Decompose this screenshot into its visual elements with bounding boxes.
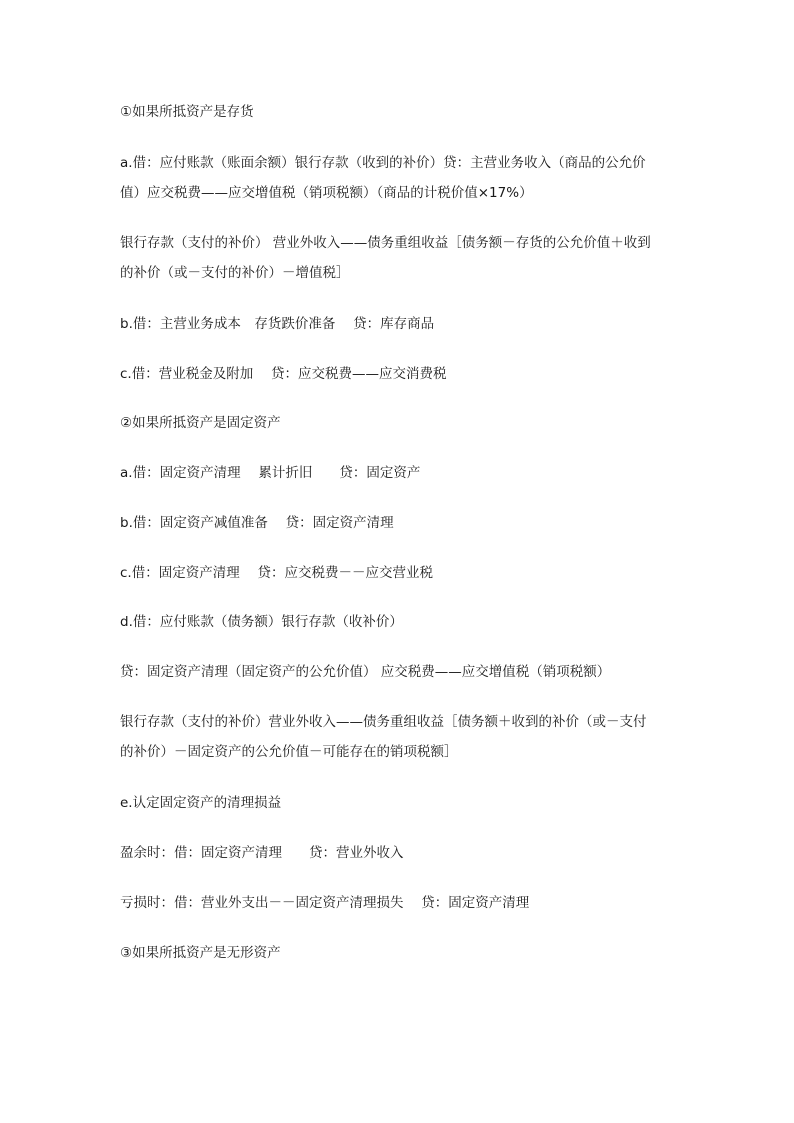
paragraph-bank-deposit-fixed	[120, 707, 680, 767]
text-line: 贷：固定资产清理（固定资产的公允价值） 应交税费——应交增值税（销项税额）	[120, 664, 611, 680]
text-line: 银行存款（支付的补价）营业外收入——债务重组收益［债务额＋收到的补价（或－支付	[120, 714, 647, 730]
text-line: a.借：应付账款（账面余额）银行存款（收到的补价）贷：主营业务收入（商品的公允价	[120, 155, 646, 171]
text-line: d.借：应付账款（债务额）银行存款（收补价）	[120, 614, 403, 630]
paragraph-entry-a-inventory	[120, 148, 680, 208]
text-line: 银行存款（支付的补价） 营业外收入——债务重组收益［债务额－存货的公允价值＋收到	[120, 235, 651, 251]
paragraph-entry-d-fixed	[120, 607, 680, 637]
heading-fixed-assets	[120, 408, 680, 438]
text-line: 盈余时：借：固定资产清理 贷：营业外收入	[120, 845, 404, 861]
text-line: 的补价）－固定资产的公允价值－可能存在的销项税额］	[120, 744, 458, 760]
paragraph-bank-deposit-inventory	[120, 228, 680, 288]
paragraph-entry-b-inventory	[120, 309, 680, 339]
heading-inventory	[120, 97, 680, 127]
text-line: a.借：固定资产清理 累计折旧 贷：固定资产	[120, 465, 421, 481]
paragraph-surplus	[120, 838, 680, 868]
paragraph-entry-a-fixed	[120, 458, 680, 488]
text-line: 的补价（或－支付的补价）－增值税］	[120, 265, 350, 281]
text-line: 亏损时：借：营业外支出－－固定资产清理损失 贷：固定资产清理	[120, 895, 530, 911]
text-line: b.借：主营业务成本 存货跌价准备 贷：库存商品	[120, 316, 435, 332]
text-line: e.认定固定资产的清理损益	[120, 795, 282, 811]
paragraph-credit-fixed	[120, 657, 680, 687]
heading-intangible-assets	[120, 938, 680, 968]
text-line: c.借：固定资产清理 贷：应交税费－－应交营业税	[120, 565, 434, 581]
text-line: ①如果所抵资产是存货	[120, 104, 254, 120]
text-line: b.借：固定资产减值准备 贷：固定资产清理	[120, 515, 394, 531]
paragraph-entry-c-inventory	[120, 359, 680, 389]
text-line: ②如果所抵资产是固定资产	[120, 415, 281, 431]
text-line: 值）应交税费——应交增值税（销项税额）（商品的计税价值×17%）	[120, 185, 533, 201]
paragraph-entry-c-fixed	[120, 558, 680, 588]
text-line: ③如果所抵资产是无形资产	[120, 945, 281, 961]
paragraph-entry-b-fixed	[120, 508, 680, 538]
text-line: c.借：营业税金及附加 贷：应交税费——应交消费税	[120, 366, 447, 382]
paragraph-loss	[120, 888, 680, 918]
paragraph-entry-e-fixed	[120, 788, 680, 818]
